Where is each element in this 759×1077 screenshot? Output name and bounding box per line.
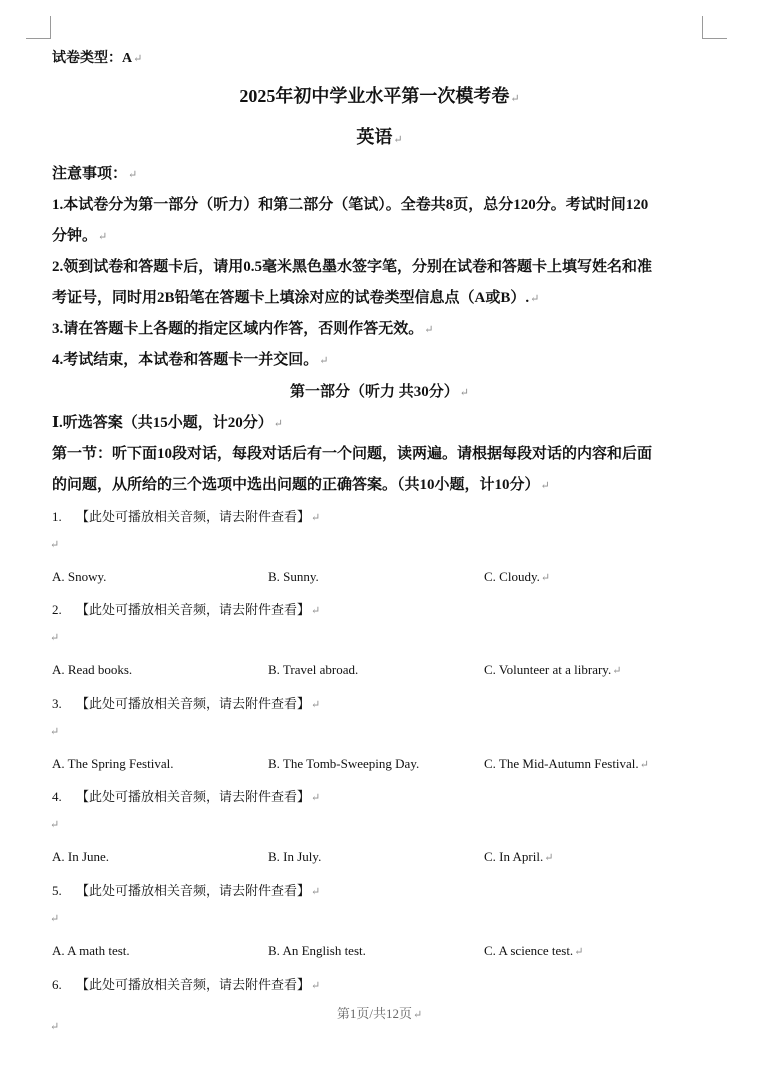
section1-heading: Ⅰ.听选答案（共15小题，计20分）↵ bbox=[52, 415, 283, 431]
option-c: C. The Mid-Autumn Festival.↵ bbox=[484, 756, 649, 771]
blank-line: ↵ bbox=[50, 539, 60, 551]
blank-line: ↵ bbox=[50, 632, 60, 644]
exam-title: 2025年初中学业水平第一次模考卷↵ bbox=[239, 86, 520, 106]
option-b: B. Sunny. bbox=[268, 569, 319, 584]
note-line: 考证号，同时用2B铅笔在答题卡上填涂对应的试卷类型信息点（A或B）.↵ bbox=[52, 290, 540, 306]
note-line: 3.请在答题卡上各题的指定区域内作答，否则作答无效。↵ bbox=[52, 321, 434, 337]
note-line: 1.本试卷分为第一部分（听力）和第二部分（笔试）。全卷共8页，总分120分。考试时间120 bbox=[52, 197, 649, 213]
option-c: C. A science test.↵ bbox=[484, 943, 584, 958]
page-footer: 第1页/共12页↵ bbox=[336, 1006, 423, 1021]
section1-instruction: 第一节：听下面10段对话，每段对话后有一个问题，读两遍。请根据每段对话的内容和后面 bbox=[52, 446, 653, 462]
note-line: 2.领到试卷和答题卡后，请用0.5毫米黑色墨水签字笔，分别在试卷和答题卡上填写姓名和准 bbox=[52, 259, 653, 275]
crop-mark-left bbox=[26, 16, 51, 39]
audio-note: 【此处可播放相关音频，请去附件查看】 bbox=[76, 602, 311, 617]
option-a: A. In June. bbox=[52, 849, 110, 864]
notes-heading: 注意事项：↵ bbox=[52, 166, 138, 182]
question-stem: 2. 【此处可播放相关音频，请去附件查看】↵ bbox=[52, 602, 321, 617]
option-b: B. In July. bbox=[268, 849, 322, 864]
paper-type-line: 试卷类型：A↵ bbox=[52, 51, 143, 66]
option-a: A. A math test. bbox=[52, 943, 130, 958]
blank-line: ↵ bbox=[50, 819, 60, 831]
option-a: A. The Spring Festival. bbox=[52, 756, 174, 771]
question-stem: 4. 【此处可播放相关音频，请去附件查看】↵ bbox=[52, 789, 321, 804]
audio-note: 【此处可播放相关音频，请去附件查看】 bbox=[76, 977, 311, 992]
subject-title: 英语↵ bbox=[356, 127, 403, 147]
question-stem: 6. 【此处可播放相关音频，请去附件查看】↵ bbox=[52, 977, 321, 992]
option-c: C. Cloudy.↵ bbox=[484, 569, 551, 584]
option-b: B. An English test. bbox=[268, 943, 366, 958]
option-b: B. The Tomb-Sweeping Day. bbox=[268, 756, 420, 771]
option-a: A. Read books. bbox=[52, 662, 133, 677]
option-b: B. Travel abroad. bbox=[268, 662, 359, 677]
audio-note: 【此处可播放相关音频，请去附件查看】 bbox=[76, 789, 311, 804]
note-line: 分钟。↵ bbox=[52, 228, 108, 244]
section1-instruction: 的问题，从所给的三个选项中选出问题的正确答案。（共10小题，计10分）↵ bbox=[52, 477, 550, 493]
option-c: C. In April.↵ bbox=[484, 849, 554, 864]
audio-note: 【此处可播放相关音频，请去附件查看】 bbox=[76, 883, 311, 898]
blank-line: ↵ bbox=[50, 726, 60, 738]
question-stem: 1. 【此处可播放相关音频，请去附件查看】↵ bbox=[52, 509, 321, 524]
option-c: C. Volunteer at a library.↵ bbox=[484, 662, 622, 677]
blank-line: ↵ bbox=[50, 1021, 60, 1033]
option-a: A. Snowy. bbox=[52, 569, 107, 584]
crop-mark-right bbox=[702, 16, 727, 39]
audio-note: 【此处可播放相关音频，请去附件查看】 bbox=[76, 509, 311, 524]
question-stem: 3. 【此处可播放相关音频，请去附件查看】↵ bbox=[52, 696, 321, 711]
part1-heading: 第一部分（听力 共30分）↵ bbox=[290, 384, 469, 400]
audio-note: 【此处可播放相关音频，请去附件查看】 bbox=[76, 696, 311, 711]
note-line: 4.考试结束，本试卷和答题卡一并交回。↵ bbox=[52, 352, 329, 368]
question-stem: 5. 【此处可播放相关音频，请去附件查看】↵ bbox=[52, 883, 321, 898]
blank-line: ↵ bbox=[50, 913, 60, 925]
